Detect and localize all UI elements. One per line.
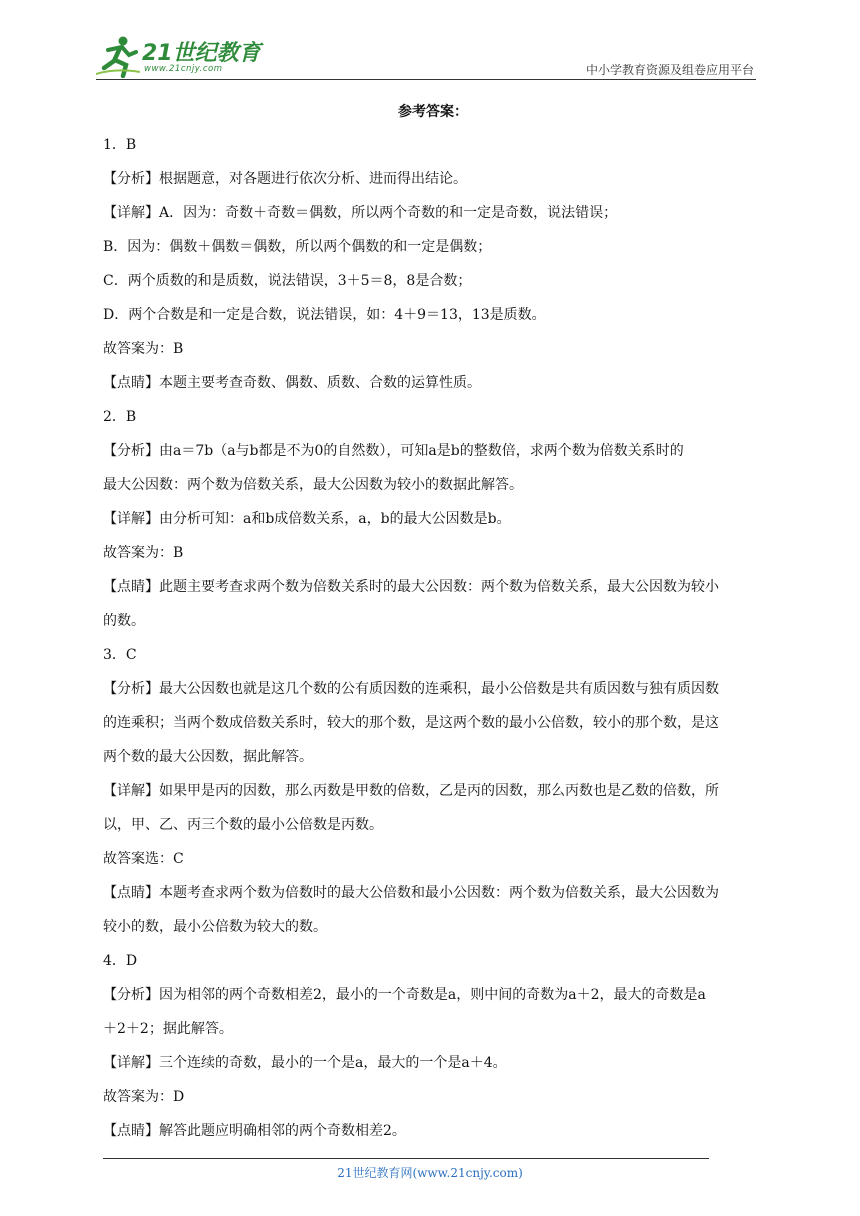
text-line: 较小的数，最小公倍数为较大的数。 (103, 919, 327, 935)
header-platform-text: 中小学教育资源及组卷应用平台 (585, 63, 754, 77)
text-line: 的连乘积；当两个数成倍数关系时，较大的那个数，是这两个数的最小公倍数，较小的那个数，是这 (103, 715, 719, 731)
text-line: 两个数的最大公因数，据此解答。 (103, 749, 313, 765)
text-line: 【点睛】本题主要考查奇数、偶数、质数、合数的运算性质。 (103, 375, 481, 391)
text-line: 【点睛】解答此题应明确相邻的两个奇数相差2。 (103, 1123, 406, 1139)
text-line: 【分析】由a＝7b（a与b都是不为0的自然数），可知a是b的整数倍，求两个数为倍数关系时的 (103, 443, 684, 459)
logo-url: www.21cnjy.com (144, 64, 223, 74)
text-line: 【详解】如果甲是丙的因数，那么丙数是甲数的倍数，乙是丙的因数，那么丙数也是乙数的倍数，所 (103, 783, 719, 799)
text-line: 3．C (103, 647, 137, 663)
logo (96, 34, 266, 80)
text-line: 【详解】A．因为：奇数＋奇数＝偶数，所以两个奇数的和一定是奇数，说法错误； (103, 205, 618, 221)
text-line: 以，甲、乙、丙三个数的最小公倍数是丙数。 (103, 817, 383, 833)
answer-content (103, 96, 763, 1148)
text-line: 4．D (103, 953, 138, 969)
footer-divider (103, 1158, 709, 1159)
logo-text: 21世纪教育 (142, 41, 261, 66)
text-line: 【分析】最大公因数也就是这几个数的公有质因数的连乘积，最小公倍数是共有质因数与独有质因数 (103, 681, 719, 697)
text-line: 【点睛】本题考查求两个数为倍数时的最大公倍数和最小公因数：两个数为倍数关系，最大公因数为 (103, 885, 719, 901)
text-line: 故答案为：B (103, 545, 184, 561)
runner-logo-icon (96, 34, 140, 78)
text-line: B．因为：偶数＋偶数＝偶数，所以两个偶数的和一定是偶数； (103, 239, 492, 255)
header-divider (96, 79, 756, 80)
text-line: C．两个质数的和是质数，说法错误，3＋5＝8，8是合数； (103, 273, 472, 289)
text-line: ＋2＋2；据此解答。 (103, 1021, 233, 1037)
text-line: 的数。 (103, 613, 145, 629)
answer-lines (103, 128, 763, 1148)
text-line: 故答案选：C (103, 851, 184, 867)
text-line: 故答案为：B (103, 341, 184, 357)
text-line: 【点睛】此题主要考查求两个数为倍数关系时的最大公因数：两个数为倍数关系，最大公因数为较小 (103, 579, 719, 595)
text-line: 【详解】三个连续的奇数，最小的一个是a，最大的一个是a＋4。 (103, 1055, 507, 1071)
footer-text: 21世纪教育网(www.21cnjy.com) (337, 1166, 523, 1180)
text-line: 故答案为：D (103, 1089, 185, 1105)
text-line: 最大公因数：两个数为倍数关系，最大公因数为较小的数据此解答。 (103, 477, 523, 493)
text-line: 2．B (103, 409, 137, 425)
page-header (0, 0, 860, 90)
page-title: 参考答案： (398, 104, 468, 120)
text-line: 【分析】因为相邻的两个奇数相差2，最小的一个奇数是a，则中间的奇数为a＋2，最大的奇数是a (103, 987, 706, 1003)
text-line: 1．B (103, 137, 137, 153)
text-line: 【分析】根据题意，对各题进行依次分析、进而得出结论。 (103, 171, 467, 187)
text-line: 【详解】由分析可知：a和b成倍数关系，a，b的最大公因数是b。 (103, 511, 511, 527)
text-line: D．两个合数是和一定是合数，说法错误，如：4＋9＝13，13是质数。 (103, 307, 546, 323)
